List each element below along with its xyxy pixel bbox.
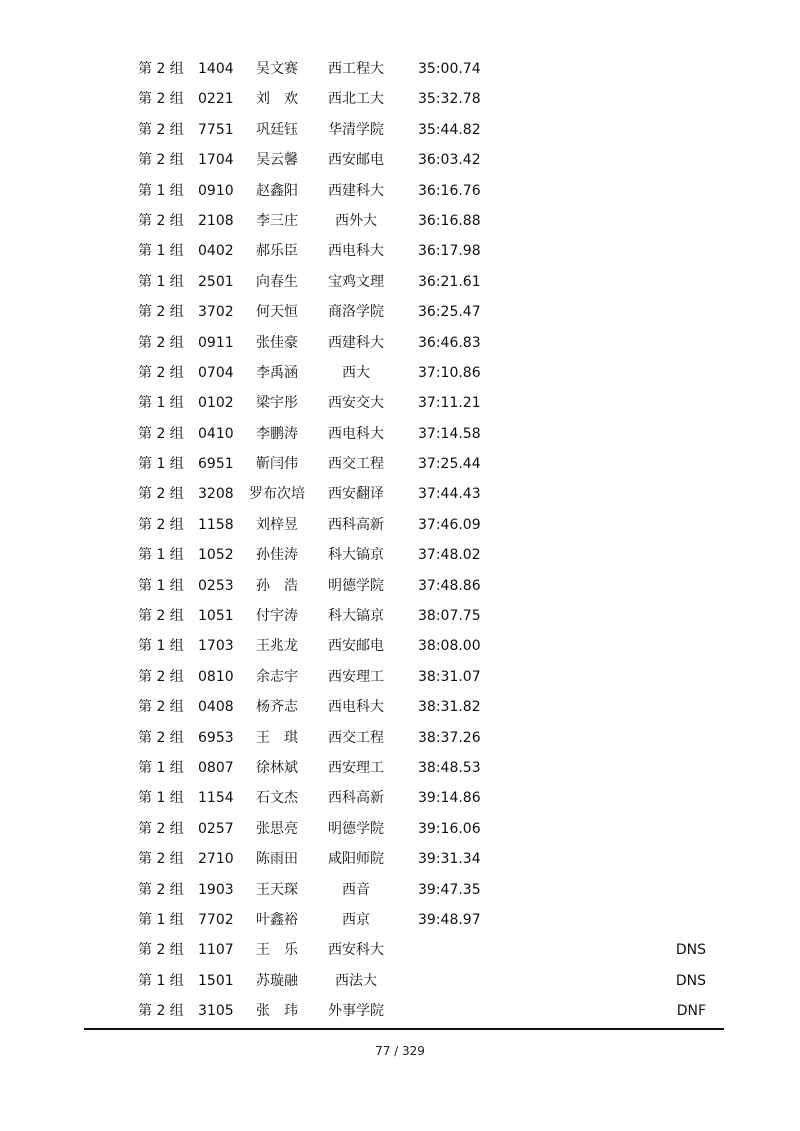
athlete-name-cell: 徐林斌: [256, 759, 298, 776]
bib-number-cell: 6953: [198, 729, 234, 746]
group-cell: 第 1 组: [138, 790, 184, 807]
bib-number-cell: 1051: [198, 608, 234, 625]
table-row: [0, 206, 800, 236]
bib-number-cell: 1154: [198, 790, 234, 807]
athlete-name-cell: 罗布次培: [249, 486, 305, 503]
finish-time-cell: 36:25.47: [418, 304, 481, 321]
finish-time-cell: 37:44.43: [418, 486, 481, 503]
school-cell: 西科高新: [328, 516, 384, 533]
finish-time-cell: 38:31.07: [418, 668, 481, 685]
group-cell: 第 1 组: [138, 547, 184, 564]
athlete-name-cell: 孙佳涛: [256, 547, 298, 564]
finish-time-cell: 36:21.61: [418, 273, 481, 290]
bib-number-cell: 1703: [198, 638, 234, 655]
status-cell: DNS: [675, 942, 706, 959]
bib-number-cell: 0410: [198, 425, 234, 442]
finish-time-cell: 37:14.58: [418, 425, 481, 442]
school-cell: 外事学院: [328, 1003, 384, 1020]
group-cell: 第 2 组: [138, 334, 184, 351]
athlete-name-cell: 王兆龙: [256, 638, 298, 655]
bib-number-cell: 2108: [198, 212, 234, 229]
finish-time-cell: 38:37.26: [418, 729, 481, 746]
group-cell: 第 2 组: [138, 881, 184, 898]
finish-time-cell: 35:32.78: [418, 91, 481, 108]
bib-number-cell: 0911: [198, 334, 234, 351]
school-cell: 明德学院: [328, 577, 384, 594]
school-cell: 西交工程: [328, 729, 384, 746]
bib-number-cell: 0408: [198, 699, 234, 716]
table-row: [0, 844, 800, 874]
school-cell: 西北工大: [328, 91, 384, 108]
bib-number-cell: 7702: [198, 911, 234, 928]
table-row: [0, 510, 800, 540]
table-row: [0, 84, 800, 114]
table-row: [0, 54, 800, 84]
athlete-name-cell: 张思亮: [256, 820, 298, 837]
table-row: [0, 935, 800, 965]
finish-time-cell: 37:10.86: [418, 364, 481, 381]
group-cell: 第 2 组: [138, 152, 184, 169]
athlete-name-cell: 石文杰: [256, 790, 298, 807]
table-row: [0, 662, 800, 692]
school-cell: 华清学院: [328, 121, 384, 138]
group-cell: 第 2 组: [138, 304, 184, 321]
athlete-name-cell: 郝乐臣: [256, 243, 298, 260]
athlete-name-cell: 靳闫伟: [256, 456, 298, 473]
finish-time-cell: 37:48.02: [418, 547, 481, 564]
finish-time-cell: 39:31.34: [418, 851, 481, 868]
finish-time-cell: 39:48.97: [418, 911, 481, 928]
finish-time-cell: 39:47.35: [418, 881, 481, 898]
group-cell: 第 2 组: [138, 608, 184, 625]
finish-time-cell: 36:17.98: [418, 243, 481, 260]
bib-number-cell: 6951: [198, 456, 234, 473]
group-cell: 第 2 组: [138, 699, 184, 716]
bib-number-cell: 0402: [198, 243, 234, 260]
table-row: [0, 267, 800, 297]
table-row: [0, 875, 800, 905]
school-cell: 西音: [342, 881, 370, 898]
school-cell: 西建科大: [328, 334, 384, 351]
athlete-name-cell: 巩廷钰: [256, 121, 298, 138]
group-cell: 第 1 组: [138, 972, 184, 989]
athlete-name-cell: 李三庄: [256, 212, 298, 229]
group-cell: 第 1 组: [138, 911, 184, 928]
table-row: [0, 996, 800, 1026]
finish-time-cell: 38:07.75: [418, 608, 481, 625]
table-row: [0, 631, 800, 661]
bib-number-cell: 1158: [198, 516, 234, 533]
group-cell: 第 2 组: [138, 851, 184, 868]
table-row: [0, 814, 800, 844]
table-row: [0, 692, 800, 722]
finish-time-cell: 38:31.82: [418, 699, 481, 716]
group-cell: 第 1 组: [138, 243, 184, 260]
school-cell: 商洛学院: [328, 304, 384, 321]
table-row: [0, 388, 800, 418]
finish-time-cell: 39:14.86: [418, 790, 481, 807]
table-row: [0, 753, 800, 783]
group-cell: 第 2 组: [138, 820, 184, 837]
bib-number-cell: 1107: [198, 942, 234, 959]
athlete-name-cell: 王天琛: [256, 881, 298, 898]
athlete-name-cell: 张佳豪: [256, 334, 298, 351]
bib-number-cell: 0807: [198, 759, 234, 776]
athlete-name-cell: 刘 欢: [256, 91, 298, 108]
table-row: [0, 601, 800, 631]
school-cell: 西电科大: [328, 425, 384, 442]
school-cell: 西安邮电: [328, 638, 384, 655]
school-cell: 科大镐京: [328, 547, 384, 564]
school-cell: 西安科大: [328, 942, 384, 959]
table-row: [0, 571, 800, 601]
table-row: [0, 723, 800, 753]
athlete-name-cell: 苏璇融: [256, 972, 298, 989]
finish-time-cell: 36:46.83: [418, 334, 481, 351]
school-cell: 西工程大: [328, 61, 384, 77]
school-cell: 明德学院: [328, 820, 384, 837]
bib-number-cell: 0102: [198, 395, 234, 412]
table-row: [0, 449, 800, 479]
school-cell: 西科高新: [328, 790, 384, 807]
school-cell: 西安理工: [328, 668, 384, 685]
athlete-name-cell: 孙 浩: [256, 577, 298, 594]
athlete-name-cell: 向春生: [256, 273, 298, 290]
group-cell: 第 2 组: [138, 212, 184, 229]
athlete-name-cell: 余志宇: [256, 668, 298, 685]
bib-number-cell: 0810: [198, 668, 234, 685]
bib-number-cell: 1404: [198, 61, 234, 77]
athlete-name-cell: 吴云馨: [256, 152, 298, 169]
table-row: [0, 297, 800, 327]
bib-number-cell: 0253: [198, 577, 234, 594]
finish-time-cell: 35:44.82: [418, 121, 481, 138]
results-table: [0, 54, 800, 1027]
table-row: [0, 176, 800, 206]
school-cell: 西外大: [335, 212, 377, 229]
school-cell: 西建科大: [328, 182, 384, 199]
school-cell: 西安邮电: [328, 152, 384, 169]
school-cell: 西安交大: [328, 395, 384, 412]
group-cell: 第 1 组: [138, 577, 184, 594]
finish-time-cell: 39:16.06: [418, 820, 481, 837]
bib-number-cell: 2501: [198, 273, 234, 290]
finish-time-cell: 36:03.42: [418, 152, 481, 169]
page-number: 77 / 329: [375, 1044, 425, 1058]
athlete-name-cell: 刘梓昱: [256, 516, 298, 533]
group-cell: 第 2 组: [138, 1003, 184, 1020]
athlete-name-cell: 张 玮: [256, 1003, 298, 1020]
bib-number-cell: 1903: [198, 881, 234, 898]
finish-time-cell: 35:00.74: [418, 61, 481, 77]
group-cell: 第 2 组: [138, 729, 184, 746]
school-cell: 西京: [342, 911, 370, 928]
bib-number-cell: 2710: [198, 851, 234, 868]
school-cell: 西安翻译: [328, 486, 384, 503]
bib-number-cell: 3702: [198, 304, 234, 321]
group-cell: 第 1 组: [138, 456, 184, 473]
athlete-name-cell: 王 琪: [256, 729, 298, 746]
finish-time-cell: 38:08.00: [418, 638, 481, 655]
finish-time-cell: 37:11.21: [418, 395, 481, 412]
athlete-name-cell: 赵鑫阳: [256, 182, 298, 199]
athlete-name-cell: 何天恒: [256, 304, 298, 321]
athlete-name-cell: 付宇涛: [256, 608, 298, 625]
finish-time-cell: 37:25.44: [418, 456, 481, 473]
finish-time-cell: 36:16.88: [418, 212, 481, 229]
table-row: [0, 783, 800, 813]
school-cell: 咸阳师院: [328, 851, 384, 868]
bib-number-cell: 3105: [198, 1003, 234, 1020]
table-row: [0, 358, 800, 388]
bib-number-cell: 7751: [198, 121, 234, 138]
school-cell: 西电科大: [328, 243, 384, 260]
group-cell: 第 2 组: [138, 121, 184, 138]
bib-number-cell: 1052: [198, 547, 234, 564]
table-row: [0, 236, 800, 266]
athlete-name-cell: 杨齐志: [256, 699, 298, 716]
status-cell: DNS: [675, 972, 706, 989]
table-row: [0, 540, 800, 570]
school-cell: 宝鸡文理: [328, 273, 384, 290]
school-cell: 西大: [342, 364, 370, 381]
school-cell: 西电科大: [328, 699, 384, 716]
group-cell: 第 1 组: [138, 182, 184, 199]
group-cell: 第 2 组: [138, 942, 184, 959]
bib-number-cell: 0910: [198, 182, 234, 199]
group-cell: 第 1 组: [138, 395, 184, 412]
group-cell: 第 2 组: [138, 91, 184, 108]
group-cell: 第 2 组: [138, 364, 184, 381]
status-cell: DNF: [676, 1003, 706, 1020]
school-cell: 西法大: [335, 972, 377, 989]
group-cell: 第 2 组: [138, 61, 184, 77]
bib-number-cell: 0221: [198, 91, 234, 108]
group-cell: 第 2 组: [138, 516, 184, 533]
table-row: [0, 905, 800, 935]
bib-number-cell: 1501: [198, 972, 234, 989]
finish-time-cell: 37:46.09: [418, 516, 481, 533]
group-cell: 第 2 组: [138, 668, 184, 685]
athlete-name-cell: 梁宇彤: [256, 395, 298, 412]
table-row: [0, 145, 800, 175]
finish-time-cell: 36:16.76: [418, 182, 481, 199]
group-cell: 第 2 组: [138, 486, 184, 503]
school-cell: 科大镐京: [328, 608, 384, 625]
athlete-name-cell: 陈雨田: [256, 851, 298, 868]
bib-number-cell: 3208: [198, 486, 234, 503]
school-cell: 西安理工: [328, 759, 384, 776]
group-cell: 第 2 组: [138, 425, 184, 442]
footer-rule: [84, 1028, 724, 1030]
table-row: [0, 115, 800, 145]
school-cell: 西交工程: [328, 456, 384, 473]
table-row: [0, 966, 800, 996]
finish-time-cell: 38:48.53: [418, 759, 481, 776]
group-cell: 第 1 组: [138, 759, 184, 776]
table-row: [0, 328, 800, 358]
table-row: [0, 419, 800, 449]
table-row: [0, 479, 800, 509]
group-cell: 第 1 组: [138, 273, 184, 290]
athlete-name-cell: 王 乐: [256, 942, 298, 959]
athlete-name-cell: 叶鑫裕: [256, 911, 298, 928]
athlete-name-cell: 李鹏涛: [256, 425, 298, 442]
athlete-name-cell: 吴文赛: [256, 61, 298, 77]
bib-number-cell: 1704: [198, 152, 234, 169]
bib-number-cell: 0257: [198, 820, 234, 837]
finish-time-cell: 37:48.86: [418, 577, 481, 594]
athlete-name-cell: 李禹涵: [256, 364, 298, 381]
bib-number-cell: 0704: [198, 364, 234, 381]
group-cell: 第 1 组: [138, 638, 184, 655]
